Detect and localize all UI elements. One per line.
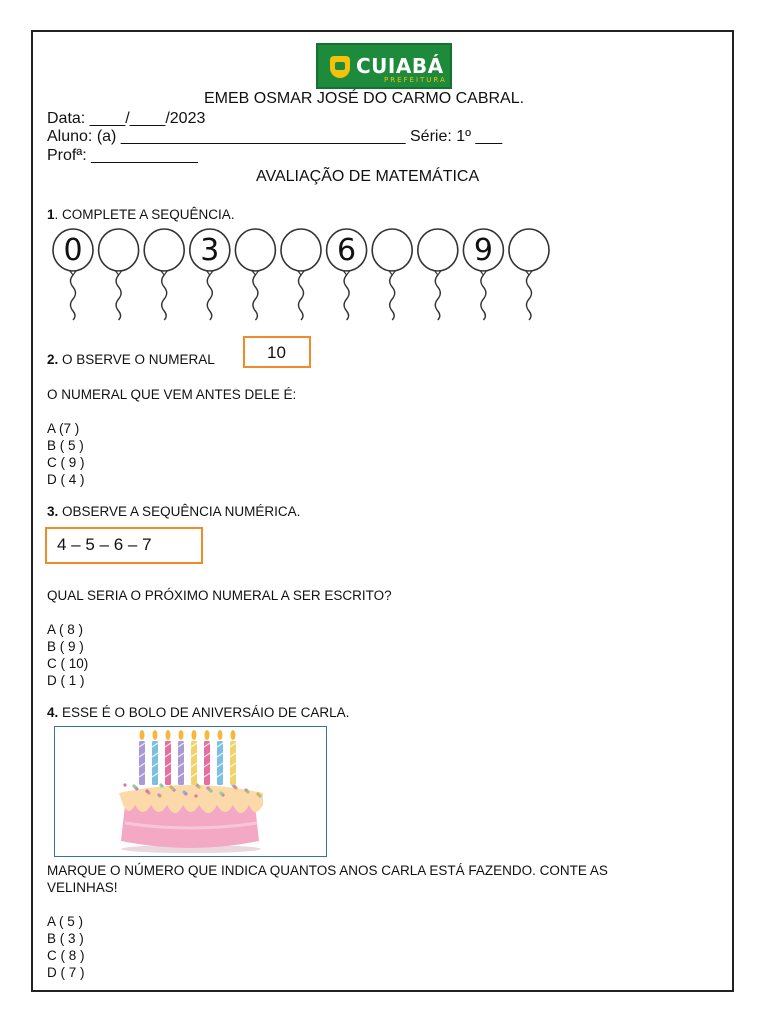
q4-option-b[interactable]: B ( 3 )	[47, 931, 84, 946]
q2-text: O BSERVE O NUMERAL	[58, 352, 215, 367]
balloon	[509, 229, 549, 320]
cake-frosting	[119, 785, 263, 813]
teacher-line: Profª: ____________	[47, 147, 198, 164]
q4-option-a[interactable]: A ( 5 )	[47, 914, 84, 929]
balloon	[190, 229, 230, 320]
q1-number: 1	[47, 207, 55, 222]
q1-text: . COMPLETE A SEQUÊNCIA.	[54, 207, 235, 222]
q2-option-a[interactable]: A (7 )	[47, 421, 80, 436]
balloon	[372, 229, 412, 320]
q1-prompt	[47, 207, 235, 222]
candle	[165, 730, 171, 785]
candle-flame-icon	[192, 730, 197, 740]
q2-option-d[interactable]: D ( 4 )	[47, 472, 85, 487]
q3-text: OBSERVE A SEQUÊNCIA NUMÉRICA.	[58, 504, 301, 519]
balloon-number: 6	[337, 233, 357, 268]
q4-prompt	[47, 705, 349, 720]
q3-sequence: 4 – 5 – 6 – 7	[57, 535, 152, 554]
q3-sequence-box	[45, 527, 203, 564]
balloon-sequence	[40, 222, 570, 332]
balloon	[327, 229, 367, 320]
q3-option-a[interactable]: A ( 8 )	[47, 622, 84, 637]
candle-flame-icon	[205, 730, 210, 740]
q3-question: QUAL SERIA O PRÓXIMO NUMERAL A SER ESCRITO?	[47, 588, 392, 603]
q4-number: 4.	[47, 705, 59, 720]
candle	[191, 730, 197, 785]
candle-flame-icon	[231, 730, 236, 740]
balloon	[418, 229, 458, 320]
balloon	[144, 229, 184, 320]
q3-prompt	[47, 504, 300, 519]
q2-numeral-box	[243, 336, 311, 368]
q2-question: O NUMERAL QUE VEM ANTES DELE É:	[47, 387, 297, 402]
candle	[152, 730, 158, 785]
balloon	[281, 229, 321, 320]
balloon	[53, 229, 93, 320]
q4-option-c[interactable]: C ( 8 )	[47, 948, 85, 963]
q3-number: 3.	[47, 504, 59, 519]
q4-options	[47, 913, 85, 981]
q2-options	[47, 420, 85, 488]
candle	[230, 730, 236, 785]
q4-option-d[interactable]: D ( 7 )	[47, 965, 85, 980]
q3-option-c[interactable]: C ( 10)	[47, 656, 89, 671]
balloon-number: 0	[63, 233, 83, 268]
candle-flame-icon	[140, 730, 145, 740]
q2-numeral: 10	[267, 343, 286, 362]
q2-prompt	[47, 352, 215, 367]
candle	[139, 730, 145, 785]
balloon-number: 3	[200, 233, 220, 268]
q2-number: 2.	[47, 352, 59, 367]
balloon	[463, 229, 503, 320]
candle-flame-icon	[179, 730, 184, 740]
cake-picture-frame	[54, 726, 327, 857]
q3-option-b[interactable]: B ( 9 )	[47, 639, 84, 654]
candle-flame-icon	[218, 730, 223, 740]
q3-option-d[interactable]: D ( 1 )	[47, 673, 85, 688]
balloon	[99, 229, 139, 320]
candle	[204, 730, 210, 785]
q2-option-b[interactable]: B ( 5 )	[47, 438, 84, 453]
candle-flame-icon	[153, 730, 158, 740]
birthday-cake-icon	[55, 727, 325, 855]
q4-text: ESSE É O BOLO DE ANIVERSÁIO DE CARLA.	[58, 705, 350, 720]
cuiaba-logo	[316, 43, 452, 89]
date-line: Data: ____/____/2023	[47, 110, 206, 127]
student-line: Aluno: (a) ________________________________ Série: 1º ___	[47, 128, 503, 145]
q4-question-line2: VELINHAS!	[47, 880, 118, 895]
logo-subtitle: PREFEITURA	[384, 76, 447, 84]
candle	[178, 730, 184, 785]
page-title: AVALIAÇÃO DE MATEMÁTICA	[256, 168, 480, 185]
q3-options	[47, 621, 88, 689]
candle-flame-icon	[166, 730, 171, 740]
q4-question-line1: MARQUE O NÚMERO QUE INDICA QUANTOS ANOS CARLA ESTÁ FAZENDO. CONTE AS	[47, 863, 608, 878]
candle	[217, 730, 223, 785]
school-name: EMEB OSMAR JOSÉ DO CARMO CABRAL.	[204, 90, 525, 107]
city-crest-icon	[330, 56, 350, 78]
balloon	[235, 229, 275, 320]
logo-name: CUIABÁ	[356, 54, 444, 78]
q2-option-c[interactable]: C ( 9 )	[47, 455, 85, 470]
balloon-number: 9	[473, 233, 493, 268]
